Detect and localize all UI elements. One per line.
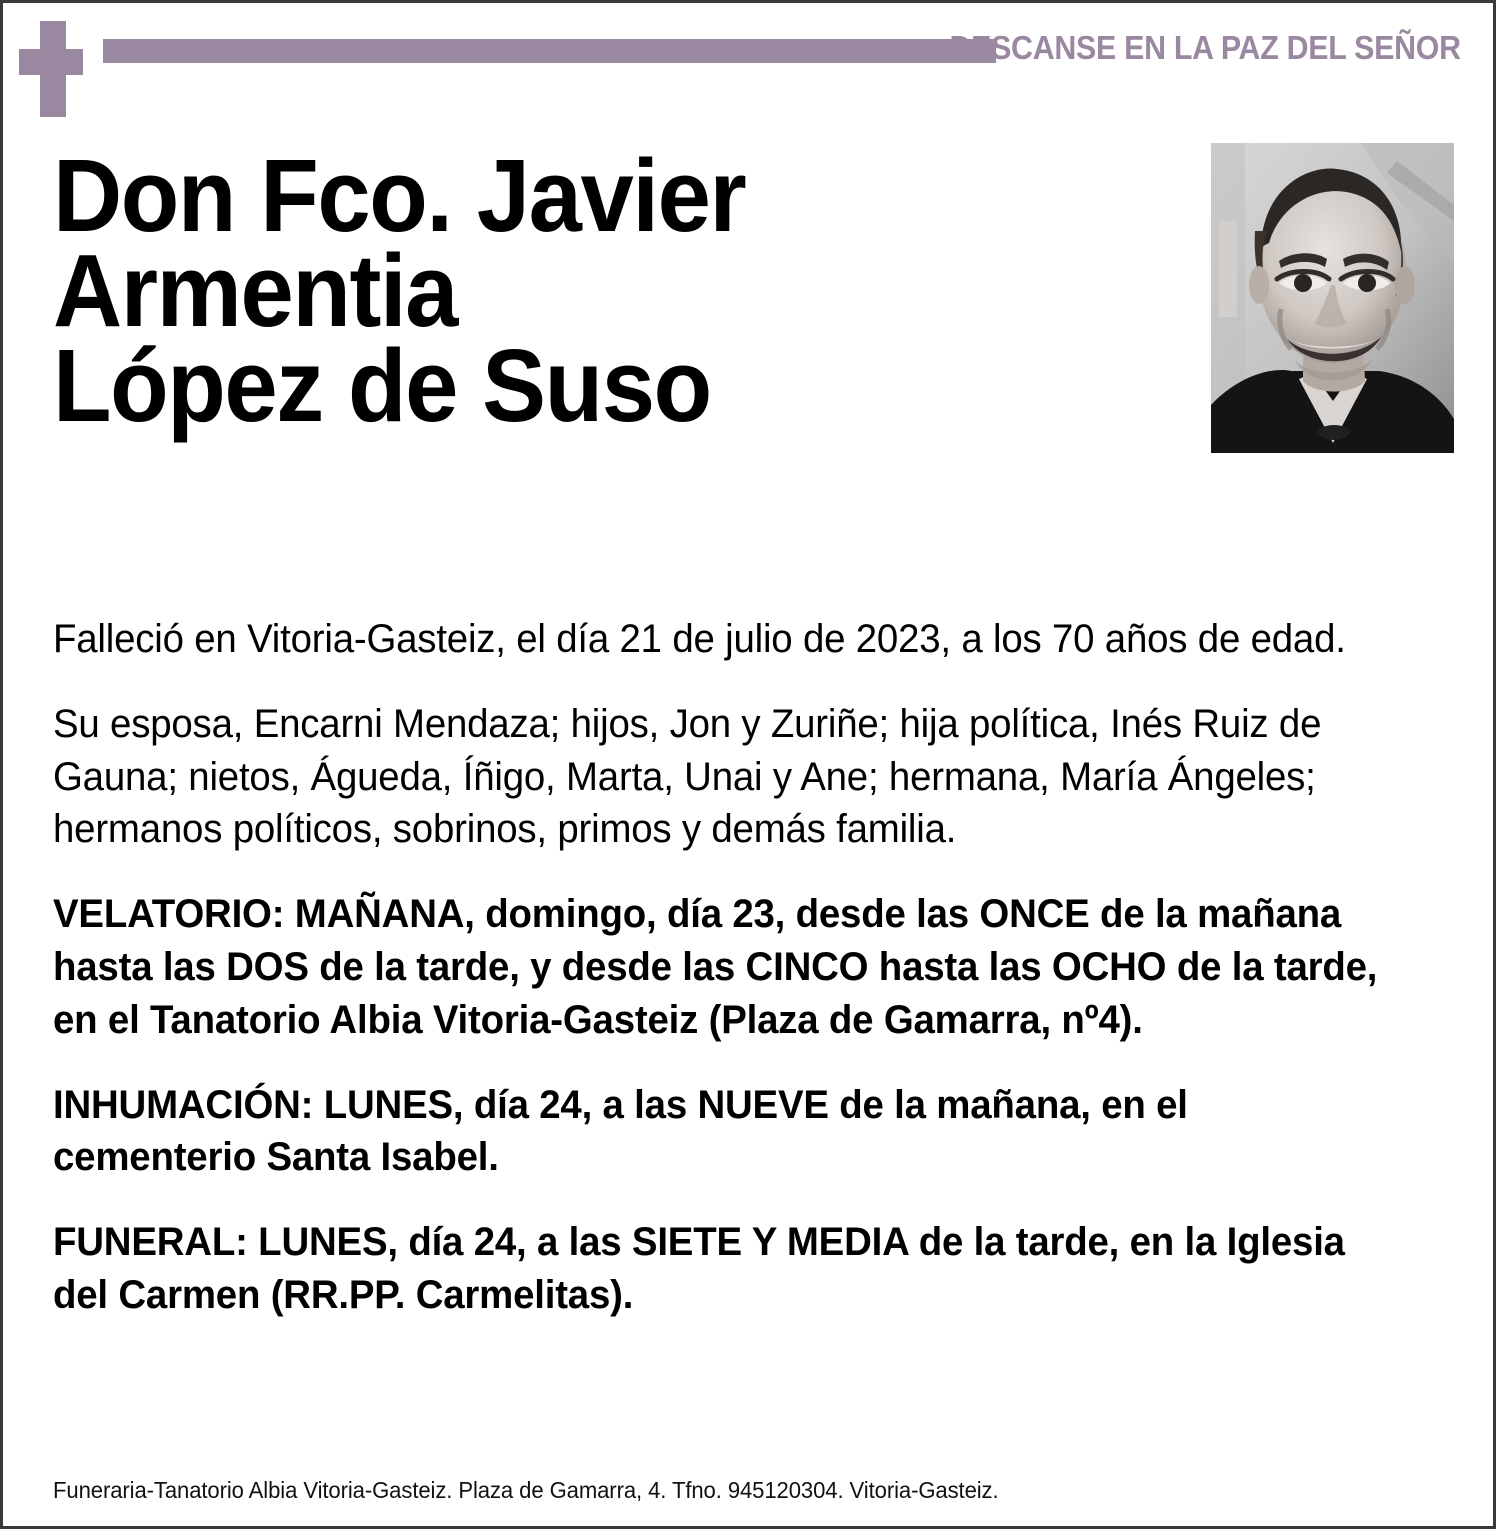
inhumacion-text: INHUMACIÓN: LUNES, día 24, a las NUEVE de la mañana, en el cementerio Santa Isabel. (53, 1082, 1188, 1180)
header-title: DESCANSE EN LA PAZ DEL SEÑOR (949, 29, 1461, 66)
deceased-name (53, 138, 816, 443)
portrait-photo (1211, 143, 1454, 453)
family-list-text: Su esposa, Encarni Mendaza; hijos, Jon y Zuriñe; hija política, Inés Ruiz de Gauna; nietos, Águeda, Íñigo, Marta, Unai y Ane; hermana, María Ángeles; hermanos políticos, sobrinos, primos y demás familia. (53, 701, 1322, 852)
notice-body (53, 613, 1457, 1348)
portrait-image (1211, 143, 1454, 453)
cross-icon (25, 21, 71, 117)
notice-header (3, 3, 1496, 121)
velatorio-text: VELATORIO: MAÑANA, domingo, día 23, desde las ONCE de la mañana hasta las DOS de la tarde, y desde las CINCO hasta las OCHO de la tarde, en el Tanatorio Albia Vitoria-Gasteiz (Plaza de Gamarra, nº4). (53, 892, 1378, 1042)
cross-horizontal-bar (19, 49, 83, 75)
deceased-name-line-2: Armentia (53, 232, 458, 348)
funeral-home-footer: Funeraria-Tanatorio Albia Vitoria-Gasteiz. Plaza de Gamarra, 4. Tfno. 945120304. Vitoria-Gasteiz. (53, 1477, 999, 1503)
death-notice-text: Falleció en Vitoria-Gasteiz, el día 21 de julio de 2023, a los 70 años de edad. (53, 617, 1346, 661)
funeral-text: FUNERAL: LUNES, día 24, a las SIETE Y MEDIA de la tarde, en la Iglesia del Carmen (RR.PP. Carmelitas). (53, 1220, 1345, 1317)
deceased-name-line-3: López de Suso (53, 327, 711, 443)
deceased-name-line-1: Don Fco. Javier (53, 138, 746, 253)
header-rule (103, 39, 996, 63)
